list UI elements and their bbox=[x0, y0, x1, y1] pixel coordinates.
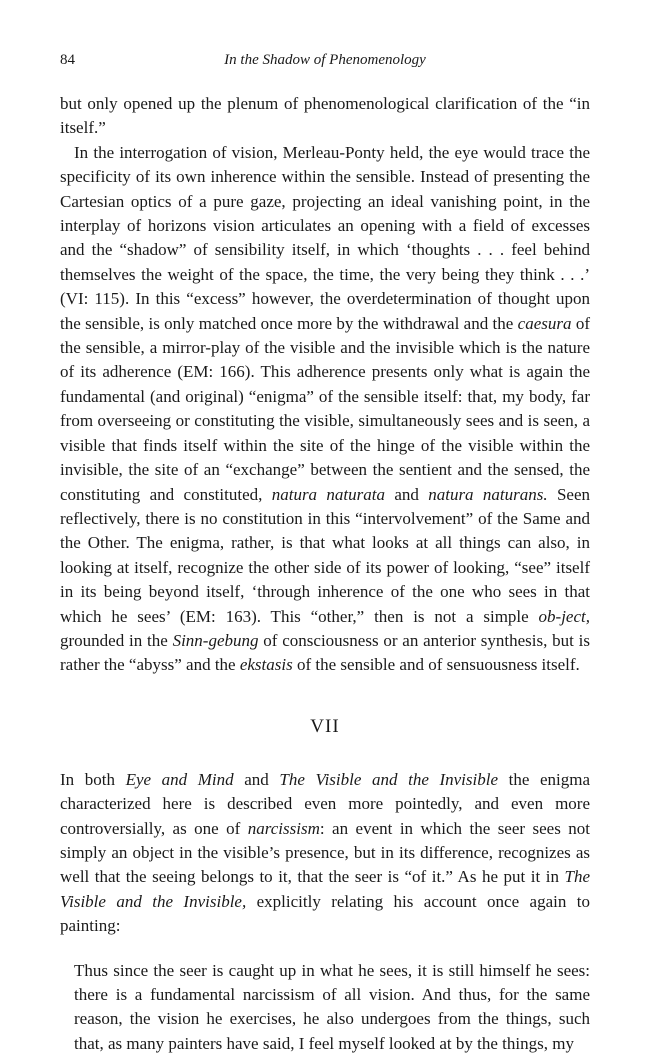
running-head bbox=[60, 52, 590, 74]
section-heading: VII bbox=[310, 715, 340, 737]
block-quote bbox=[74, 959, 590, 1056]
italic-run: ekstasis bbox=[239, 655, 293, 675]
book-page bbox=[60, 52, 590, 1056]
text-run: of consciousness or an anterior synthesis, but is rather the “abyss” and the bbox=[60, 630, 590, 675]
text-run: In both bbox=[60, 769, 126, 789]
paragraph-narcissism bbox=[60, 768, 590, 939]
italic-run: caesura bbox=[517, 313, 572, 333]
text-run: In the interrogation of vision, Merleau-Ponty held, the eye would trace the specificity of its own inherence within the sensible. Instead of presenting the Cartesian optics of a pure gaze, projecting an ideal vanishing point, in the interplay of horizons vision articulates an opening with a field of excesses and the “shadow” of sensibility itself, in which ‘thoughts . . . feel behind themselves the weight of the space, the time, the very being they think . . .’ (VI: 115). In this “excess” however, the overdetermination of thought upon the sensible, is only matched once more by the withdrawal and the bbox=[60, 142, 590, 333]
text-run: : an event in which the seer sees not simply an object in the visible’s presence, but in its difference, recognizes as well that the seeing belongs to it, that the seer is “of it.” As he put it in bbox=[60, 818, 590, 887]
text-run: and bbox=[384, 484, 429, 504]
text-run: grounded in the bbox=[60, 630, 173, 650]
text-run: the enigma characterized here is described even more pointedly, and even more controversially, as one of bbox=[60, 769, 590, 838]
italic-run: ob-ject, bbox=[538, 606, 590, 626]
italic-run: natura naturans. bbox=[428, 484, 548, 504]
text-run: explicitly relating his account once again to painting: bbox=[60, 891, 590, 936]
text-run: Seen reflectively, there is no constitution in this “intervolvement” of the Same and the Other. The enigma, rather, is that what looks at all things can also, in looking at itself, recognize the other side of its power of looking, “see” itself in its being beyond itself, ‘through inherence of the one who sees in that which he sees’ (EM: 163). This “other,” then is not a simple bbox=[60, 484, 591, 626]
paragraph-continuation bbox=[60, 92, 590, 141]
text-run: of the sensible and of sensuousness itself. bbox=[292, 655, 580, 675]
italic-run: The Visible and the Invisible bbox=[279, 769, 498, 789]
italic-run: natura naturata bbox=[271, 484, 385, 504]
text-run: of the sensible, a mirror-play of the visible and the invisible which is the nature of its adherence (EM: 166). This adherence presents only what is again the fundamental (and original) “enigma” of the sensible itself: that, my body, far from overseeing or constituting the visible, simultaneously sees and is seen, a visible that finds itself within the site of the hinge of the visible within the invisible, the site of an “exchange” between the sentient and the sensed, the constituting and constituted, bbox=[60, 313, 590, 504]
page-number: 84 bbox=[60, 52, 75, 68]
text-run: but only opened up the plenum of phenomenological clarification of the “in itself.” bbox=[60, 94, 590, 138]
italic-run: Sinn-gebung bbox=[172, 630, 259, 650]
italic-run: narcissism bbox=[247, 818, 320, 838]
italic-run: The Visible and the Invisible, bbox=[60, 867, 590, 911]
running-title: In the Shadow of Phenomenology bbox=[224, 52, 426, 68]
text-run: Thus since the seer is caught up in what he sees, it is still himself he sees: there is a fundamental narcissism of all vision. And thus, for the same reason, the vision he exercises, he also undergoes from the things, such that, as many painters have said, I feel myself looked at by the things, my bbox=[74, 960, 590, 1053]
paragraph-vision bbox=[60, 141, 590, 678]
text-run: and bbox=[233, 769, 280, 789]
italic-run: Eye and Mind bbox=[125, 769, 234, 789]
